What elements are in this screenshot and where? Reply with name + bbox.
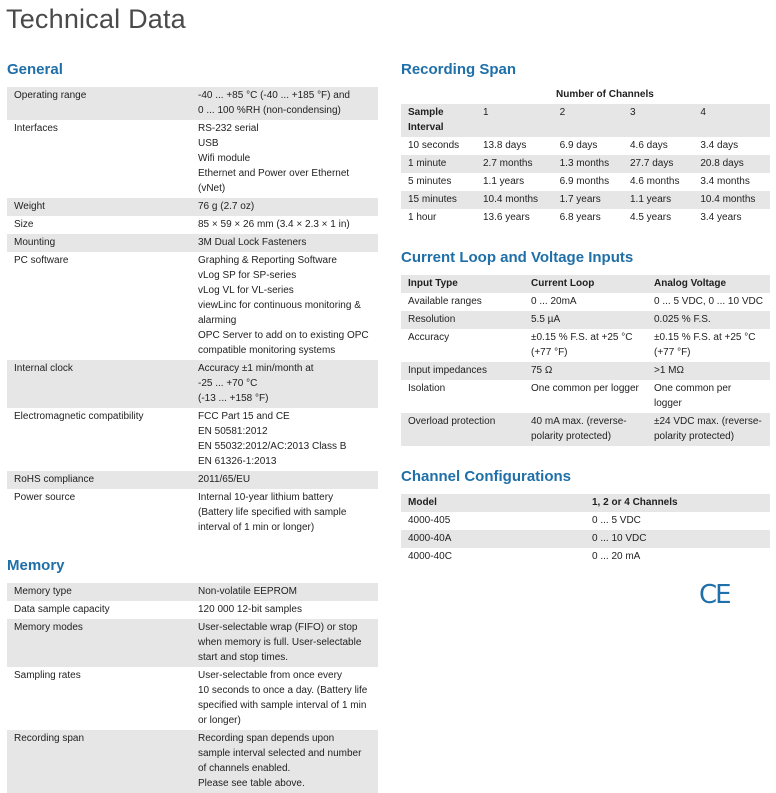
current-loop-cell: 40 mA max. (reverse- polarity protected) bbox=[524, 413, 647, 446]
inputs-row bbox=[401, 362, 770, 380]
spec-key: Recording span bbox=[7, 730, 191, 793]
span-value-cell: 10.4 months bbox=[476, 191, 553, 209]
inputs-row bbox=[401, 329, 770, 362]
span-value-cell: 1.3 months bbox=[553, 155, 623, 173]
page-title: Technical Data bbox=[6, 4, 186, 34]
spec-key: Memory type bbox=[7, 583, 191, 601]
recording-span-row bbox=[401, 137, 770, 155]
span-value-cell: 4.6 months bbox=[629, 176, 680, 187]
interval-cell: 5 minutes bbox=[408, 176, 452, 187]
analog-voltage-cell: >1 MΩ bbox=[647, 362, 770, 380]
span-value-cell: 1.7 years bbox=[553, 191, 623, 209]
spec-value: Accuracy ±1 min/month at -25 ... +70 °C (-13 ... +158 °F) bbox=[191, 360, 378, 408]
recording-span-row bbox=[401, 209, 770, 227]
spec-key: Data sample capacity bbox=[14, 604, 110, 615]
spec-key: Power source bbox=[14, 492, 76, 503]
current-loop-cell: One common per logger bbox=[531, 383, 639, 394]
spec-row bbox=[7, 234, 378, 252]
spec-value: FCC Part 15 and CE EN 50581:2012 EN 55032:2012/AC:2013 Class B EN 61326-1:2013 bbox=[198, 411, 347, 467]
span-value-cell: 4.6 days bbox=[629, 140, 668, 151]
spec-value: Graphing & Reporting Software vLog SP for SP-series vLog VL for VL-series viewLinc for continuous monitoring & alarming OPC Server to add on to existing OPC compatible monitoring systems bbox=[198, 255, 369, 356]
span-value-cell: 2.7 months bbox=[476, 155, 553, 173]
span-value-cell: 20.8 days bbox=[693, 155, 770, 173]
general-table bbox=[7, 87, 378, 537]
spec-value: 120 000 12-bit samples bbox=[198, 604, 302, 615]
recording-span-heading: Recording Span bbox=[401, 61, 517, 78]
spec-value: User-selectable from once every 10 seconds to once a day. (Battery life specified with sample interval of 1 min or longer) bbox=[198, 670, 368, 726]
current-loop-cell: ±0.15 % F.S. at +25 °C (+77 °F) bbox=[531, 332, 633, 358]
span-value-cell: 13.8 days bbox=[483, 140, 527, 151]
spec-value: Internal 10-year lithium battery (Battery life specified with sample interval of 1 min or longer) bbox=[198, 492, 347, 533]
general-heading: General bbox=[7, 61, 63, 78]
spec-key: Interfaces bbox=[14, 123, 58, 134]
spec-row bbox=[7, 667, 378, 730]
recording-span-row bbox=[401, 155, 770, 173]
spec-row bbox=[7, 87, 378, 120]
memory-heading: Memory bbox=[7, 557, 65, 574]
spec-value: Recording span depends upon sample interval selected and number of channels enabled. Please see table above. bbox=[191, 730, 378, 793]
recording-span-row bbox=[401, 173, 770, 191]
spec-row bbox=[7, 120, 378, 198]
config-row bbox=[401, 530, 770, 548]
analog-voltage-cell: ±24 VDC max. (reverse- polarity protected) bbox=[647, 413, 770, 446]
channel-config-table bbox=[401, 494, 770, 566]
inputs-heading: Current Loop and Voltage Inputs bbox=[401, 249, 634, 266]
inputs-row bbox=[401, 413, 770, 446]
spec-row bbox=[7, 471, 378, 489]
input-type-cell: Resolution bbox=[401, 311, 524, 329]
current-loop-cell: 75 Ω bbox=[524, 362, 647, 380]
analog-voltage-cell: One common per logger bbox=[654, 383, 732, 409]
ce-mark-icon: CE bbox=[699, 580, 730, 610]
interval-label: Sample Interval bbox=[401, 104, 476, 137]
spec-value: -40 ... +85 °C (-40 ... +185 °F) and 0 ... 100 %RH (non-condensing) bbox=[191, 87, 378, 120]
span-value-cell: 4.5 years bbox=[629, 212, 672, 223]
interval-cell: 10 seconds bbox=[408, 140, 460, 151]
span-value-cell: 3.4 months bbox=[700, 176, 750, 187]
spec-value: 76 g (2.7 oz) bbox=[191, 198, 378, 216]
current-loop-cell: 0 ... 20mA bbox=[531, 296, 577, 307]
spec-value: RS-232 serial USB Wifi module Ethernet and Power over Ethernet (vNet) bbox=[198, 123, 350, 194]
inputs-row bbox=[401, 311, 770, 329]
input-type-cell: Input impedances bbox=[401, 362, 524, 380]
config-column-header: Model bbox=[401, 494, 585, 512]
span-value-cell: 1.1 years bbox=[623, 191, 693, 209]
interval-cell: 1 hour bbox=[408, 212, 437, 223]
input-type-cell: Available ranges bbox=[408, 296, 482, 307]
spec-key: Internal clock bbox=[7, 360, 191, 408]
span-value-cell: 6.9 months bbox=[559, 176, 610, 187]
interval-cell: 15 minutes bbox=[401, 191, 476, 209]
inputs-row bbox=[401, 293, 770, 311]
config-row bbox=[401, 548, 770, 566]
input-type-cell: Isolation bbox=[408, 383, 446, 394]
inputs-column-header: Analog Voltage bbox=[647, 275, 770, 293]
current-loop-cell: 5.5 µA bbox=[524, 311, 647, 329]
spec-value: Non-volatile EEPROM bbox=[191, 583, 378, 601]
spec-row bbox=[7, 489, 378, 537]
analog-voltage-cell: 0 ... 5 VDC, 0 ... 10 VDC bbox=[654, 296, 763, 307]
config-column-header: 1, 2 or 4 Channels bbox=[585, 494, 770, 512]
span-value-cell: 3.4 years bbox=[700, 212, 742, 223]
channel-config-heading: Channel Configurations bbox=[401, 468, 571, 485]
channels-label: Number of Channels bbox=[556, 89, 654, 100]
span-value-cell: 13.6 years bbox=[483, 212, 530, 223]
inputs-column-header: Input Type bbox=[401, 275, 524, 293]
spec-key: PC software bbox=[14, 255, 69, 266]
spec-value: 2011/65/EU bbox=[191, 471, 378, 489]
interval-cell: 1 minute bbox=[401, 155, 476, 173]
input-type-cell: Overload protection bbox=[401, 413, 524, 446]
recording-span-table bbox=[401, 86, 770, 227]
spec-row bbox=[7, 408, 378, 471]
analog-voltage-cell: ±0.15 % F.S. at +25 °C (+77 °F) bbox=[654, 332, 756, 358]
spec-key: Operating range bbox=[7, 87, 191, 120]
range-cell: 0 ... 10 VDC bbox=[585, 530, 770, 548]
span-value-cell: 6.8 years bbox=[559, 212, 601, 223]
channel-count-header: 3 bbox=[623, 104, 693, 137]
inputs-table bbox=[401, 275, 770, 446]
channel-count-header: 2 bbox=[553, 104, 623, 137]
inputs-column-header: Current Loop bbox=[524, 275, 647, 293]
spec-key: Memory modes bbox=[7, 619, 191, 667]
corner-cell bbox=[401, 86, 476, 104]
spec-value: User-selectable wrap (FIFO) or stop when memory is full. User-selectable start and stop times. bbox=[191, 619, 378, 667]
input-type-cell: Accuracy bbox=[408, 332, 450, 343]
spec-row bbox=[7, 360, 378, 408]
channel-count-header: 1 bbox=[476, 104, 553, 137]
spec-row bbox=[7, 583, 378, 601]
spec-key: Sampling rates bbox=[14, 670, 81, 681]
span-value-cell: 1.1 years bbox=[483, 176, 525, 187]
config-row bbox=[401, 512, 770, 530]
spec-row bbox=[7, 252, 378, 360]
span-value-cell: 27.7 days bbox=[623, 155, 693, 173]
recording-span-row bbox=[401, 191, 770, 209]
spec-row bbox=[7, 198, 378, 216]
spec-key: Size bbox=[14, 219, 34, 230]
range-cell: 0 ... 20 mA bbox=[592, 551, 641, 562]
spec-row bbox=[7, 619, 378, 667]
memory-table bbox=[7, 583, 378, 793]
inputs-row bbox=[401, 380, 770, 413]
spec-key: RoHS compliance bbox=[7, 471, 191, 489]
spec-value: 85 × 59 × 26 mm (3.4 × 2.3 × 1 in) bbox=[198, 219, 350, 230]
analog-voltage-cell: 0.025 % F.S. bbox=[647, 311, 770, 329]
range-cell: 0 ... 5 VDC bbox=[592, 515, 641, 526]
spec-key: Mounting bbox=[7, 234, 191, 252]
model-cell: 4000-40A bbox=[401, 530, 585, 548]
model-cell: 4000-40C bbox=[408, 551, 452, 562]
spec-row bbox=[7, 601, 378, 619]
spec-key: Electromagnetic compatibility bbox=[14, 411, 144, 422]
span-value-cell: 6.9 days bbox=[559, 140, 598, 151]
span-value-cell: 3.4 days bbox=[700, 140, 739, 151]
channel-count-header: 4 bbox=[693, 104, 770, 137]
model-cell: 4000-405 bbox=[408, 515, 451, 526]
spec-row bbox=[7, 730, 378, 793]
spec-row bbox=[7, 216, 378, 234]
span-value-cell: 10.4 months bbox=[693, 191, 770, 209]
spec-key: Weight bbox=[7, 198, 191, 216]
spec-value: 3M Dual Lock Fasteners bbox=[191, 234, 378, 252]
